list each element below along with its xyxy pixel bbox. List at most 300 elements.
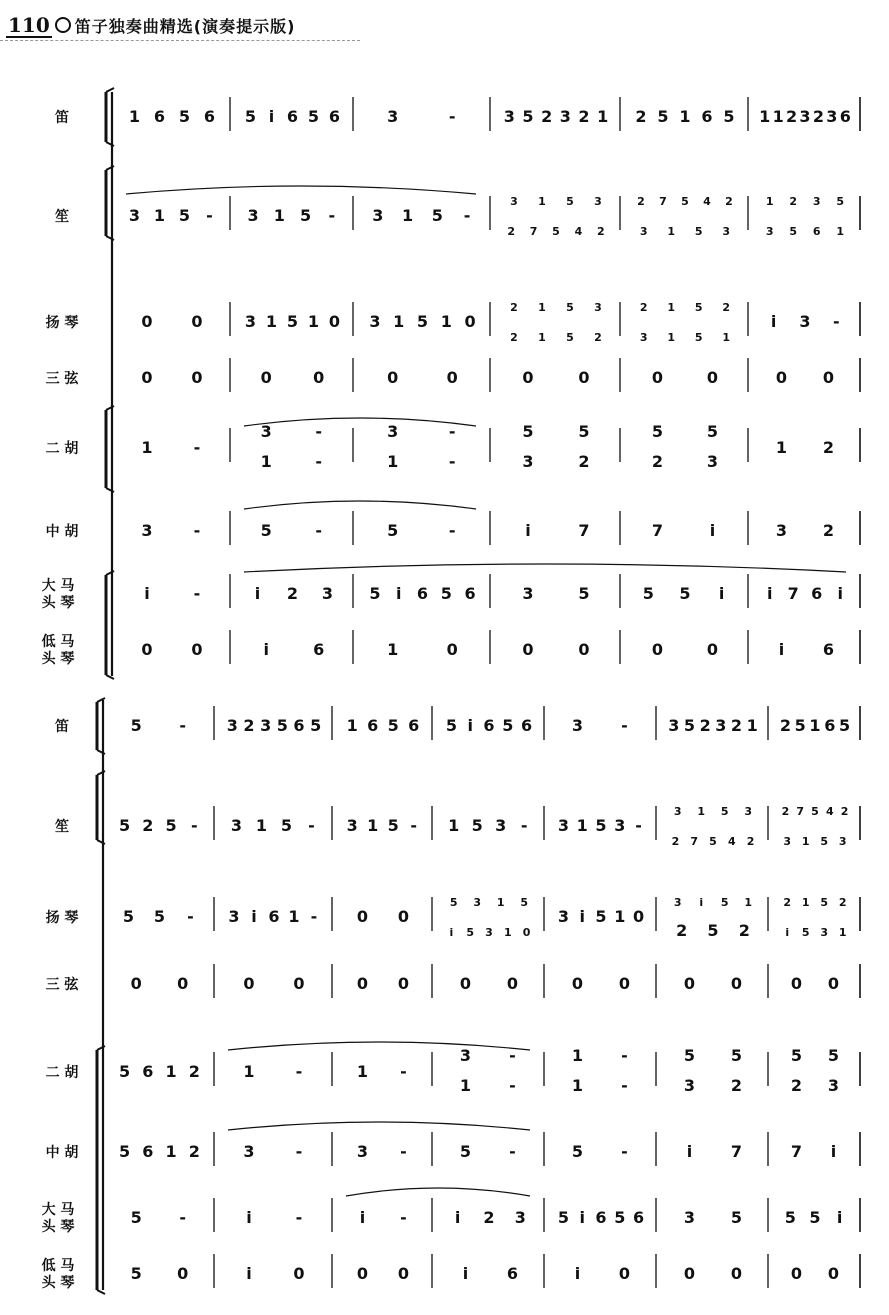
note: - — [621, 1046, 628, 1065]
note: 0 — [522, 926, 531, 939]
note: - — [400, 1208, 407, 1227]
note: 0 — [130, 974, 142, 993]
note: 1 — [697, 805, 706, 818]
note: 1 — [165, 1142, 177, 1161]
note: 5 — [130, 1208, 142, 1227]
note: 3 — [783, 835, 792, 848]
note: i — [454, 1208, 461, 1227]
note: i — [525, 521, 531, 540]
note: - — [410, 816, 418, 835]
note: 1 — [265, 312, 278, 331]
note: i — [718, 584, 725, 603]
note: 3 — [614, 816, 626, 835]
note: i — [251, 907, 257, 926]
note: - — [509, 1076, 516, 1095]
note: - — [315, 521, 323, 540]
note: 5 — [520, 896, 529, 909]
instrument-label: 大 马 — [41, 1202, 75, 1218]
note: 6 — [408, 716, 420, 735]
instrument-label: 低 马 — [41, 1258, 75, 1274]
note: i — [836, 1208, 843, 1227]
note: 5 — [130, 1264, 142, 1283]
note: 3 — [356, 1142, 369, 1161]
note: 5 — [683, 1046, 696, 1065]
note: 0 — [397, 907, 410, 926]
note: 6 — [464, 584, 476, 603]
note: - — [187, 907, 194, 926]
note: 5 — [119, 1062, 131, 1081]
book-title: 笛子独奏曲精选(演奏提示版) — [74, 17, 296, 36]
note: 0 — [522, 368, 534, 387]
note: 5 — [449, 896, 458, 909]
note: 1 — [153, 206, 166, 225]
note: - — [833, 312, 840, 331]
note: 5 — [178, 107, 191, 126]
note: 0 — [618, 1264, 631, 1283]
note: - — [448, 452, 456, 471]
note: 3 — [260, 422, 272, 441]
note: 1 — [260, 452, 272, 471]
note: 5 — [723, 107, 735, 126]
note: 0 — [618, 974, 631, 993]
note: 1 — [243, 1062, 255, 1081]
instrument-label: 头 琴 — [41, 1275, 75, 1291]
note: 0 — [387, 368, 399, 387]
note: 5 — [130, 716, 142, 735]
note: 7 — [578, 521, 590, 540]
note: 5 — [651, 422, 664, 441]
note: 6 — [293, 716, 305, 735]
note: 2 — [781, 805, 790, 818]
note: 5 — [387, 716, 399, 735]
note: 3 — [514, 1208, 526, 1227]
note: 3 — [820, 926, 829, 939]
note: 5 — [300, 206, 312, 225]
note: 2 — [286, 584, 299, 603]
note: i — [709, 521, 716, 540]
note: 1 — [165, 1062, 177, 1081]
note: - — [463, 206, 471, 225]
note: 5 — [307, 107, 320, 126]
note: 1 — [838, 926, 847, 939]
note: 5 — [679, 584, 691, 603]
note: 1 — [772, 107, 784, 126]
note: 1 — [571, 1046, 584, 1065]
note: i — [449, 926, 454, 939]
note: 3 — [228, 907, 240, 926]
note: 2 — [637, 195, 645, 208]
note: 0 — [177, 974, 189, 993]
note: 0 — [141, 368, 153, 387]
note: - — [509, 1046, 516, 1065]
note: 2 — [639, 301, 648, 314]
note: 5 — [153, 907, 166, 926]
slur-arc — [244, 564, 846, 572]
note: 5 — [694, 301, 703, 314]
note: 7 — [659, 195, 667, 208]
note: 1 — [459, 1076, 472, 1095]
note: 2 — [790, 1076, 803, 1095]
note: 0 — [578, 640, 590, 659]
note: 5 — [178, 206, 191, 225]
note: 0 — [313, 368, 325, 387]
note: 0 — [506, 974, 519, 993]
note: 3 — [128, 206, 141, 225]
note: 2 — [838, 896, 847, 909]
note: 6 — [701, 107, 713, 126]
note: 3 — [387, 422, 399, 441]
note: 1 — [538, 331, 546, 344]
system-1-bracket-hook — [106, 88, 114, 92]
note: 5 — [784, 1208, 796, 1227]
note: 3 — [244, 312, 257, 331]
note: 5 — [440, 584, 452, 603]
note: 3 — [557, 907, 569, 926]
note: i — [467, 716, 473, 735]
note: - — [328, 206, 336, 225]
note: 5 — [827, 1046, 840, 1065]
note: 1 — [576, 816, 588, 835]
note: - — [448, 107, 456, 126]
note: 5 — [694, 225, 703, 238]
note: 5 — [471, 816, 483, 835]
note: 3 — [260, 716, 272, 735]
note: 5 — [683, 716, 696, 735]
note: 6 — [142, 1062, 154, 1081]
note: 3 — [594, 195, 602, 208]
note: 5 — [809, 1208, 821, 1227]
note: 5 — [522, 422, 534, 441]
note: 5 — [595, 816, 607, 835]
note: 2 — [142, 816, 154, 835]
note: 0 — [706, 368, 719, 387]
note: 0 — [790, 974, 803, 993]
note: 5 — [165, 816, 177, 835]
note: 0 — [790, 1264, 803, 1283]
note: 3 — [715, 716, 727, 735]
note: 1 — [801, 896, 810, 909]
note: 2 — [738, 921, 750, 940]
note: 3 — [799, 312, 811, 331]
note: 3 — [387, 107, 399, 126]
note: 3 — [510, 195, 518, 208]
note: 2 — [188, 1062, 200, 1081]
note: 3 — [673, 896, 682, 909]
note: 3 — [346, 816, 358, 835]
note: 6 — [203, 107, 216, 126]
note: 3 — [503, 107, 515, 126]
note: 0 — [191, 640, 203, 659]
note: 0 — [397, 1264, 410, 1283]
note: 3 — [639, 331, 648, 344]
note: 5 — [522, 107, 534, 126]
note: 2 — [840, 805, 849, 818]
note: - — [193, 438, 201, 457]
note: 5 — [557, 1208, 569, 1227]
note: 1 — [722, 331, 731, 344]
note: 2 — [651, 452, 664, 471]
note: 4 — [727, 835, 736, 848]
note: 0 — [356, 907, 369, 926]
note: 2 — [507, 225, 516, 238]
note: 5 — [720, 896, 729, 909]
slur-arc — [228, 1042, 530, 1050]
note: 0 — [293, 1264, 305, 1283]
note: i — [830, 1142, 837, 1161]
note: - — [193, 521, 201, 540]
note: - — [179, 1208, 187, 1227]
note: 0 — [651, 640, 664, 659]
note: 5 — [119, 816, 131, 835]
note: i — [767, 584, 773, 603]
note: 0 — [822, 368, 835, 387]
note: 5 — [709, 835, 717, 848]
note: - — [295, 1208, 303, 1227]
instrument-label: 头 琴 — [41, 1219, 75, 1235]
note: 0 — [293, 974, 305, 993]
note: 0 — [827, 1264, 840, 1283]
note: 3 — [683, 1076, 696, 1095]
note: 2 — [786, 107, 798, 126]
note: 5 — [642, 584, 654, 603]
instrument-label: 笛 — [55, 110, 69, 126]
note: 0 — [827, 974, 840, 993]
note: 1 — [387, 452, 399, 471]
note: 2 — [510, 301, 518, 314]
note: 6 — [153, 107, 166, 126]
note: 2 — [578, 107, 590, 126]
note: 0 — [633, 907, 645, 926]
note: 1 — [571, 1076, 584, 1095]
note: 0 — [177, 1264, 189, 1283]
note: 1 — [759, 107, 771, 126]
note: 5 — [280, 816, 293, 835]
note: 6 — [268, 907, 280, 926]
note: 7 — [529, 225, 538, 238]
note: 5 — [707, 921, 719, 940]
note: 1 — [538, 301, 546, 314]
note: 5 — [571, 1142, 584, 1161]
note: 2 — [510, 331, 518, 344]
note: - — [520, 816, 528, 835]
note: 3 — [827, 1076, 840, 1095]
note: 1 — [448, 816, 460, 835]
note: 1 — [496, 896, 505, 909]
note: i — [686, 1142, 693, 1161]
instrument-label: 三 弦 — [45, 371, 79, 387]
note: 3 — [369, 312, 381, 331]
note: 1 — [775, 438, 788, 457]
note: 5 — [566, 195, 574, 208]
note: - — [310, 907, 318, 926]
note: 0 — [328, 312, 341, 331]
note: 0 — [706, 640, 719, 659]
note: 5 — [431, 206, 443, 225]
note: - — [635, 816, 642, 835]
slur-arc — [346, 1188, 530, 1196]
note: 0 — [522, 640, 534, 659]
note: 5 — [502, 716, 514, 735]
note: - — [315, 452, 323, 471]
note: 1 — [746, 716, 758, 735]
system-2-bracket-hook — [97, 1290, 105, 1294]
note: - — [315, 422, 323, 441]
note: 7 — [787, 584, 799, 603]
note: i — [579, 907, 585, 926]
note: 5 — [614, 1208, 626, 1227]
note: 3 — [522, 584, 534, 603]
note: 1 — [288, 907, 300, 926]
instrument-label: 头 琴 — [41, 595, 75, 611]
note: 0 — [571, 974, 584, 993]
note: 2 — [730, 1076, 743, 1095]
note: 6 — [286, 107, 299, 126]
note: 5 — [387, 521, 399, 540]
note: 3 — [459, 1046, 472, 1065]
note: 1 — [367, 816, 379, 835]
note: 5 — [789, 225, 798, 238]
note: 2 — [725, 195, 733, 208]
note: 0 — [243, 974, 255, 993]
note: 7 — [796, 805, 805, 818]
slur-arc — [228, 1122, 530, 1130]
note: 3 — [559, 107, 571, 126]
note: 3 — [683, 1208, 696, 1227]
note: 3 — [243, 1142, 255, 1161]
note: 1 — [356, 1062, 369, 1081]
instrument-label: 扬 琴 — [45, 315, 79, 331]
note: 0 — [578, 368, 590, 387]
note: 5 — [578, 422, 590, 441]
note: 2 — [243, 716, 255, 735]
note: 0 — [730, 974, 743, 993]
note: 0 — [141, 312, 153, 331]
note: - — [308, 816, 315, 835]
note: i — [462, 1264, 469, 1283]
note: 5 — [552, 225, 560, 238]
note: - — [621, 1076, 628, 1095]
note: 5 — [694, 331, 703, 344]
note: 3 — [226, 716, 238, 735]
note: 5 — [794, 716, 806, 735]
note: i — [263, 640, 269, 659]
note: 3 — [321, 584, 334, 603]
note: 5 — [839, 716, 851, 735]
instrument-label: 中 胡 — [45, 1145, 79, 1161]
note: i — [268, 107, 275, 126]
note: 5 — [276, 716, 288, 735]
note: 5 — [260, 521, 272, 540]
note: 1 — [679, 107, 691, 126]
note: 1 — [440, 312, 452, 331]
note: 5 — [310, 716, 322, 735]
note: 5 — [730, 1046, 743, 1065]
note: - — [400, 1142, 407, 1161]
note: 5 — [122, 907, 135, 926]
note: - — [448, 521, 456, 540]
instrument-label: 二 胡 — [45, 1065, 79, 1081]
note: 5 — [387, 816, 399, 835]
note: 6 — [811, 584, 823, 603]
note: 6 — [595, 1208, 607, 1227]
note: 1 — [836, 225, 845, 238]
note: 0 — [191, 312, 203, 331]
note: 2 — [671, 835, 680, 848]
note: 5 — [286, 312, 299, 331]
instrument-label: 笙 — [55, 209, 69, 225]
note: 2 — [596, 225, 605, 238]
note: i — [785, 926, 790, 939]
note: 2 — [635, 107, 647, 126]
note: 3 — [247, 206, 259, 225]
note: 0 — [651, 368, 664, 387]
page-number: 110 — [8, 13, 50, 37]
note: 2 — [541, 107, 553, 126]
note: i — [359, 1208, 366, 1227]
note: 2 — [822, 521, 835, 540]
note: 1 — [128, 107, 141, 126]
note: 5 — [820, 835, 829, 848]
note: 3 — [812, 195, 821, 208]
note: i — [837, 584, 843, 603]
note: 6 — [812, 225, 821, 238]
note: 5 — [681, 195, 689, 208]
note: - — [206, 206, 213, 225]
note: 2 — [783, 896, 792, 909]
note: 7 — [730, 1142, 743, 1161]
note: 0 — [446, 640, 458, 659]
note: 4 — [703, 195, 711, 208]
note: 1 — [307, 312, 320, 331]
note: 1 — [141, 438, 153, 457]
note: 1 — [538, 195, 546, 208]
note: i — [246, 1208, 252, 1227]
note: 0 — [356, 974, 369, 993]
instrument-label: 扬 琴 — [45, 910, 79, 926]
note: 1 — [765, 195, 774, 208]
note: - — [400, 1062, 407, 1081]
note: 5 — [730, 1208, 743, 1227]
note: 7 — [790, 1142, 803, 1161]
note: 5 — [595, 907, 607, 926]
note: 6 — [313, 640, 325, 659]
slur-arc — [244, 418, 476, 426]
note: 2 — [779, 716, 791, 735]
instrument-label: 笙 — [55, 819, 69, 835]
note: 3 — [485, 926, 493, 939]
note: - — [295, 1062, 303, 1081]
note: 1 — [346, 716, 358, 735]
note: 2 — [594, 331, 602, 344]
note: 1 — [667, 331, 676, 344]
note: - — [191, 816, 198, 835]
note: 1 — [393, 312, 405, 331]
note: - — [621, 716, 628, 735]
note: 1 — [273, 206, 285, 225]
note: 5 — [801, 926, 810, 939]
note: 2 — [699, 716, 711, 735]
note: 5 — [369, 584, 381, 603]
note: 1 — [402, 206, 414, 225]
note: i — [254, 584, 261, 603]
note: - — [193, 584, 201, 603]
note: 7 — [651, 521, 664, 540]
note: 5 — [790, 1046, 803, 1065]
note: 3 — [473, 896, 482, 909]
instrument-label: 三 弦 — [45, 977, 79, 993]
note: 4 — [825, 805, 834, 818]
note: 1 — [614, 907, 626, 926]
